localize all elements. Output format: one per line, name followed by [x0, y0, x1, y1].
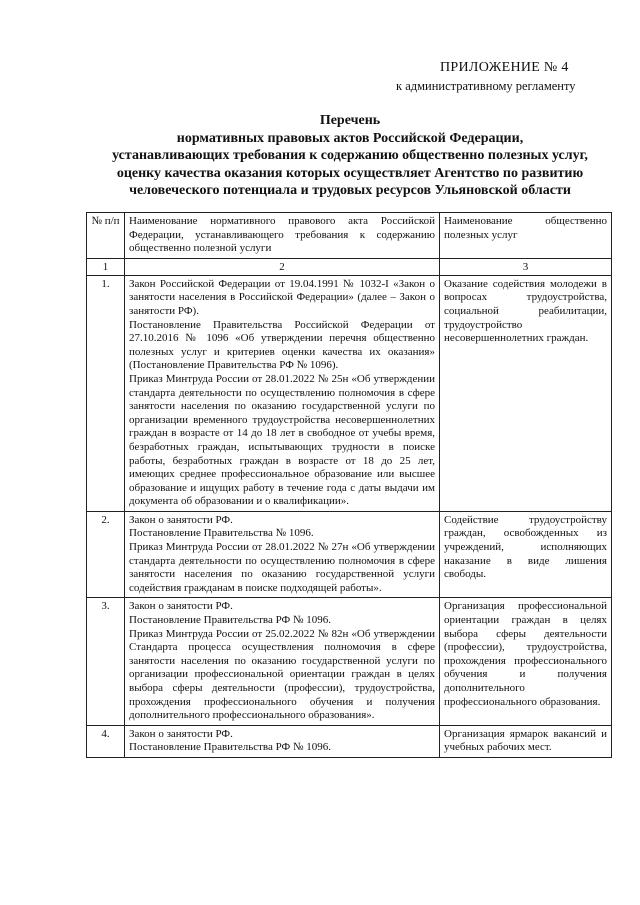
header-num: № п/п	[87, 213, 125, 259]
table-row	[87, 511, 612, 598]
table-row	[87, 725, 612, 757]
row-acts	[125, 511, 440, 598]
act-item: Закон о занятости РФ.	[129, 600, 233, 613]
table-row	[87, 275, 612, 511]
row-service	[440, 275, 612, 511]
header-service: Наименование общественно полезных услуг	[440, 213, 612, 259]
row-num: 1.	[87, 275, 125, 511]
row-num: 3.	[87, 598, 125, 725]
document-heading	[80, 112, 620, 200]
row-service	[440, 598, 612, 725]
act-item: Приказ Минтруда России от 28.01.2022 № 25н «Об утверждении стандарта деятельности по осуществлению полномочия в сфере занятости населения по оказанию государственной услуги по организации временного трудоустройства несовершеннолетних граждан в возрасте от 14 до 18 лет в свободное от учебы время, безработных граждан, испытывающих трудности в поиске работы, безработных граждан в возрасте от 18 до 25 лет, имеющих среднее профессиональное образование или высшее образование и ищущих работу в течение года с даты выдачи им документа об образовании и о квалификации».	[129, 372, 435, 508]
table-row	[87, 598, 612, 725]
row-acts	[125, 725, 440, 757]
act-item: Закон Российской Федерации от 19.04.1991 № 1032-I «Закон о занятости населения в Российской Федерации» (далее – Закон о занятости РФ).	[129, 277, 435, 317]
heading-line: нормативных правовых актов Российской Федерации,	[176, 130, 524, 146]
act-item: Приказ Минтруда России от 28.01.2022 № 27н «Об утверждении стандарта деятельности по осуществлению полномочия в сфере занятости населения по оказанию государственной услуги содействия гражданам в поиске подходящей работы».	[129, 541, 435, 594]
heading-line: человеческого потенциала и трудовых ресурсов Ульяновской области	[129, 183, 571, 198]
index-cell: 2	[125, 258, 440, 275]
heading-line: оценку качества оказания которых осуществляет Агентство по развитию	[116, 165, 584, 181]
appendix-title: ПРИЛОЖЕНИЕ № 4	[440, 60, 569, 75]
act-item: Постановление Правительства РФ № 1096.	[129, 614, 331, 627]
heading-line: устанавливающих требования к содержанию общественно полезных услуг,	[112, 148, 588, 163]
acts-table	[86, 212, 612, 758]
service-text: Организация ярмарок вакансий и учебных рабочих мест.	[444, 727, 607, 754]
service-text: Оказание содействия молодежи в вопросах трудоустройства, социальной реабилитации, трудоустройство несовершеннолетних граждан.	[444, 277, 607, 345]
appendix-subtitle: к административному регламенту	[396, 79, 576, 93]
heading-line: Перечень	[319, 113, 381, 128]
act-item: Постановление Правительства РФ № 1096.	[129, 741, 331, 754]
index-cell: 1	[87, 258, 125, 275]
act-item: Постановление Правительства № 1096.	[129, 527, 314, 540]
act-item: Приказ Минтруда России от 25.02.2022 № 82н «Об утверждении Стандарта процесса осуществления полномочия в сфере занятости населения по оказанию государственной услуги по организации профессиональной ориентации граждан в целях выбора сферы деятельности (профессии), трудоустройства, прохождения профессионального обучения и получения дополнительного профессионального образования».	[129, 627, 435, 722]
act-item: Постановление Правительства Российской Федерации от 27.10.2016 № 1096 «Об утверждении перечня общественно полезных услуг и критериев оценки качества их оказания» (Постановление Правительства РФ № 1096).	[129, 318, 435, 372]
table-header-row	[87, 213, 612, 259]
act-item: Закон о занятости РФ.	[129, 513, 233, 526]
row-acts	[125, 598, 440, 725]
header-act: Наименование нормативного правового акта Российской Федерации, устанавливающего требования к содержанию общественно полезной услуги	[125, 213, 440, 259]
table-index-row	[87, 258, 612, 275]
row-num: 2.	[87, 511, 125, 598]
row-service	[440, 511, 612, 598]
service-text: Содействие трудоустройству граждан, освобожденных из учреждений, исполняющих наказание в виде лишения свободы.	[444, 513, 607, 581]
service-text: Организация профессиональной ориентации граждан в целях выбора сферы деятельности (профессии), трудоустройства, прохождения профессионального обучения и получения дополнительного профессионального образования.	[444, 600, 607, 708]
row-acts	[125, 275, 440, 511]
row-service	[440, 725, 612, 757]
index-cell: 3	[440, 258, 612, 275]
act-item: Закон о занятости РФ.	[129, 727, 233, 740]
row-num: 4.	[87, 725, 125, 757]
